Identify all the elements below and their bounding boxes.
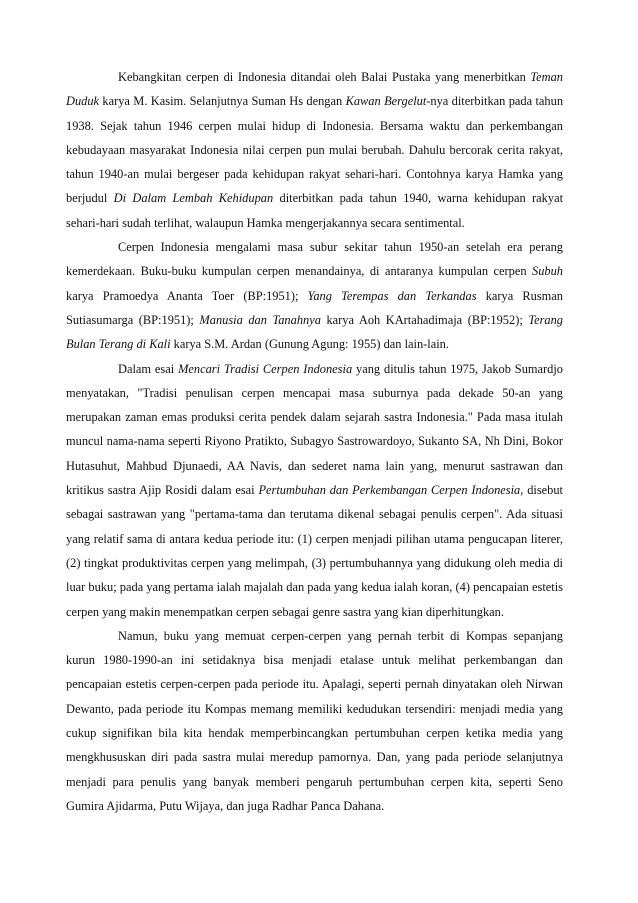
text-run: Dalam esai — [118, 361, 179, 376]
text-run: karya S.M. Ardan (Gunung Agung: 1955) dan lain-lain. — [170, 337, 449, 352]
italic-title: Subuh — [532, 264, 563, 279]
italic-title: Di Dalam Lembah Kehidupan — [113, 191, 274, 206]
italic-title: Terang Bulan Terang di Kali — [66, 312, 563, 352]
text-run: diterbitkan pada tahun 1940, warna kehidupan rakyat sehari-hari sudah terlihat, walaupun Hamka mengerjakannya secara sentimental. — [66, 191, 564, 230]
text-run: Namun, buku yang memuat cerpen-cerpen yang pernah terbit di Kompas sepanjang kurun 1980-1990-an ini setidaknya bisa menjadi etalase untuk melihat perkembangan dan pencapaian estetis cerpen-cerpen pada periode itu. Apalagi, seperti pernah dinyatakan oleh Nirwan Dewanto, pada periode itu Kompas memang memiliki kedudukan tersendiri: menjadi media yang cukup signifikan bila kita hendak memperbincangkan pertumbuhan cerpen ketika media yang mengkhususkan diri pada sastra mulai meredup pamornya. Dan, yang pada periode selanjutnya menjadi para penulis yang banyak memberi pengaruh pertumbuhan cerpen kita, seperti Seno Gumira Ajidarma, Putu Wijaya, dan juga Radhar Panca Dahana. — [66, 628, 563, 813]
text-run: karya Aoh KArtahadimaja (BP:1952); — [320, 312, 529, 327]
body-text — [66, 65, 563, 818]
text-run: karya Rusman Sutiasumarga (BP:1951); — [66, 288, 563, 327]
paragraph-3 — [66, 357, 563, 624]
text-run: Kebangkitan cerpen di Indonesia ditandai oleh Balai Pustaka yang menerbitkan — [118, 70, 531, 84]
text-run: karya M. Kasim. Selanjutnya Suman Hs dengan — [99, 94, 346, 109]
paragraph-2 — [66, 235, 563, 356]
italic-title: Teman Duduk — [66, 70, 563, 109]
paragraph-4 — [66, 624, 563, 818]
italic-title: Yang Terempas dan Terkandas — [307, 288, 477, 303]
text-run: karya Pramoedya Ananta Toer (BP:1951); — [66, 288, 308, 303]
italic-title: Mencari Tradisi Cerpen Indonesia — [178, 361, 353, 376]
text-run: -nya diterbitkan pada tahun 1938. Sejak tahun 1946 cerpen mulai hidup di Indonesia. Bersama waktu dan perkembangan kebudayaan masyarakat Indonesia nilai cerpen pun mulai berubah. Dahulu bercorak cerita rakyat, tahun 1940-an mulai bergeser pada kehidupan rakyat sehari-hari. Contohnya karya Hamka yang berjudul — [66, 94, 564, 206]
text-run: Cerpen Indonesia mengalami masa subur sekitar tahun 1950-an setelah era perang kemerdekaan. Buku-buku kumpulan cerpen menandainya, di antaranya kumpulan cerpen — [66, 240, 563, 279]
italic-title: Kawan Bergelut — [345, 94, 427, 109]
text-run: , disebut sebagai sastrawan yang "pertama-tama dan terutama dikenal sebagai penulis cerpen". Ada situasi yang relatif sama di antara kedua periode itu: (1) cerpen menjadi pilihan utama pengucapan literer, (2) tingkat produktivitas cerpen yang melimpah, (3) pertumbuhannya yang didukung oleh media di luar buku; pada yang pertama ialah majalah dan pada yang kedua ialah koran, (4) pencapaian estetis cerpen yang makin menempatkan cerpen sebagai genre sastra yang kian diperhitungkan. — [66, 483, 563, 619]
italic-title: Manusia dan Tanahnya — [199, 312, 321, 327]
text-run: yang ditulis tahun 1975, Jakob Sumardjo menyatakan, "Tradisi penulisan cerpen mencapai masa suburnya pada dekade 50-an yang merupakan zaman emas produksi cerita pendek dalam sejarah sastra Indonesia." Pada masa itulah muncul nama-nama seperti Riyono Pratikto, Subagyo Sastrowardoyo, Sukanto SA, Nh Dini, Bokor Hutasuhut, Mahbud Djunaedi, AA Navis, dan sederet nama lain yang, menurut sastrawan dan kritikus sastra Ajip Rosidi dalam esai — [66, 361, 563, 498]
italic-title: Pertumbuhan dan Perkembangan Cerpen Indonesia — [258, 483, 521, 498]
paragraph-1 — [66, 65, 563, 235]
